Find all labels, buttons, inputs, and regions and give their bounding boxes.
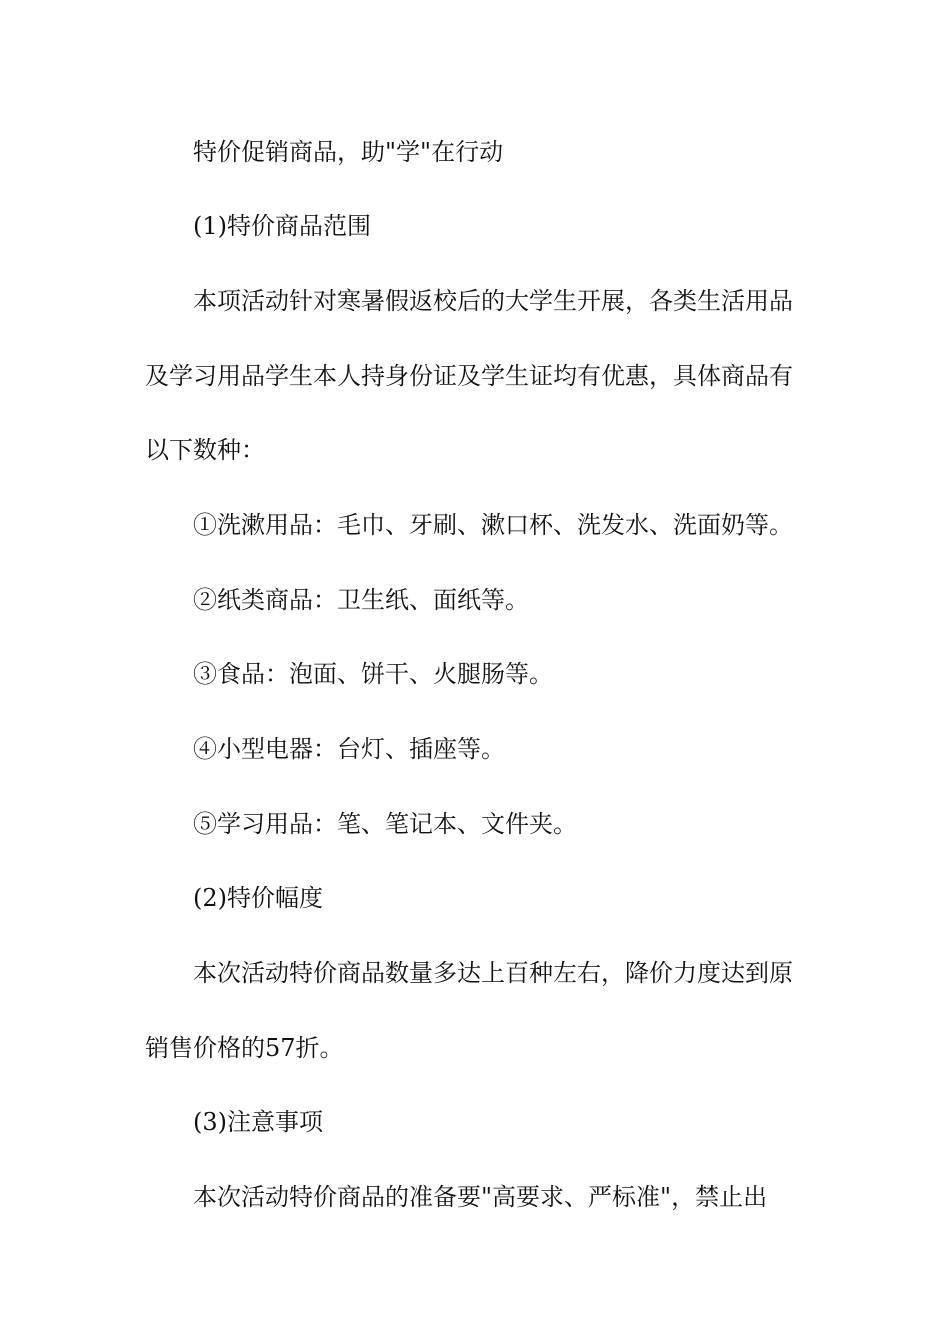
list-item: ②纸类商品：卫生纸、面纸等。 <box>193 586 529 614</box>
section-heading: 特价促销商品，助"学"在行动 <box>193 138 504 166</box>
list-item: ③食品：泡面、饼干、火腿肠等。 <box>193 660 553 688</box>
paragraph-line: 本项活动针对寒暑假返校后的大学生开展，各类生活用品 <box>193 287 793 315</box>
subheading-scope: (1)特价商品范围 <box>193 212 371 240</box>
paragraph-line: 及学习用品学生本人持身份证及学生证均有优惠，具体商品有 <box>145 362 793 390</box>
list-item: ④小型电器：台灯、插座等。 <box>193 735 505 763</box>
subheading-notes: (3)注意事项 <box>193 1108 323 1136</box>
list-item: ①洗漱用品：毛巾、牙刷、漱口杯、洗发水、洗面奶等。 <box>193 511 793 539</box>
subheading-discount: (2)特价幅度 <box>193 884 323 912</box>
paragraph-line: 以下数种： <box>145 436 265 464</box>
paragraph-line: 本次活动特价商品的准备要"高要求、严标准"，禁止出 <box>193 1183 768 1211</box>
list-item: ⑤学习用品：笔、笔记本、文件夹。 <box>193 810 577 838</box>
paragraph-line: 销售价格的57折。 <box>145 1034 344 1062</box>
paragraph-line: 本次活动特价商品数量多达上百种左右，降价力度达到原 <box>193 959 793 987</box>
